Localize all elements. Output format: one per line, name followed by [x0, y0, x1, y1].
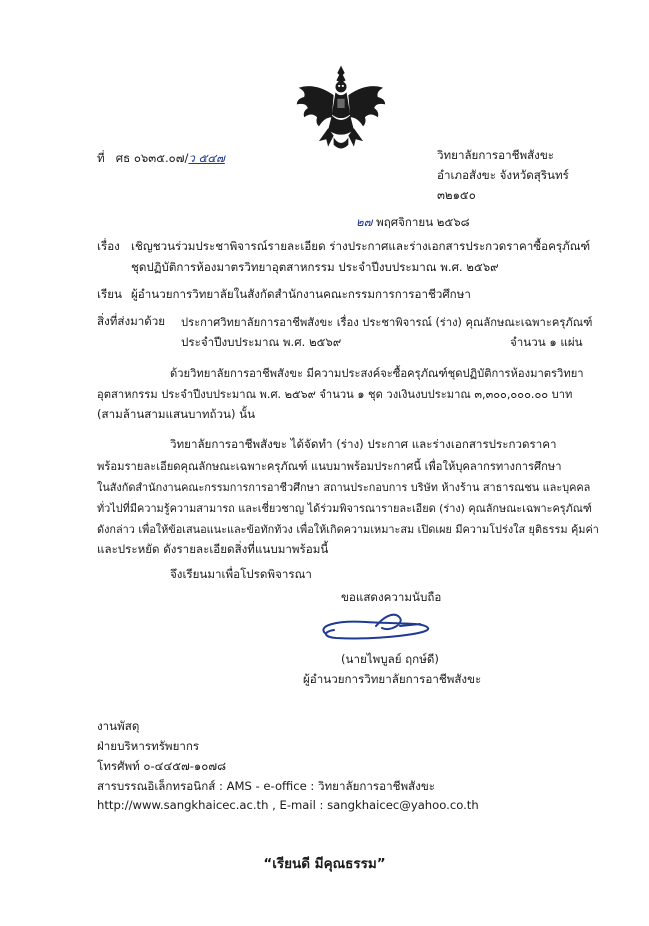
paragraph-2-line-6: และประหยัด ดังรายละเอียดสิ่งที่แนบมาพร้อมนี้ [97, 542, 329, 556]
contact-e-office: สารบรรณอิเล็กทรอนิกส์ : AMS - e-office : วิทยาลัยการอาชีพสังขะ [97, 779, 436, 793]
enclosure-quantity: จำนวน ๑ แผ่น [510, 335, 583, 349]
sender-address-line-1: วิทยาลัยการอาชีพสังขะ [437, 148, 554, 162]
signature-salutation: ขอแสดงความนับถือ [341, 590, 442, 604]
contact-phone: โทรศัพท์ ๐-๔๔๕๗-๑๐๗๘ [97, 759, 227, 773]
doc-number-label: ที่ [97, 151, 105, 165]
date-day-handwritten: ๒๗ [356, 215, 373, 229]
contact-web-email: http://www.sangkhaicec.ac.th , E-mail : sangkhaicec@yahoo.co.th [97, 798, 479, 812]
paragraph-1-line-2: อุตสาหกรรม ประจำปีงบประมาณ พ.ศ. ๒๕๖๙ จำนวน ๑ ชุด วงเงินงบประมาณ ๓,๓๐๐,๐๐๐.๐๐ บาท [97, 388, 573, 401]
sender-address-postcode: ๓๒๑๕๐ [437, 188, 476, 202]
date-month-year: พฤศจิกายน ๒๕๖๘ [376, 215, 470, 229]
signature-name: (นายไพบูลย์ ฤกษ์ดี) [341, 652, 439, 666]
paragraph-2-line-5: ดังกล่าว เพื่อให้ข้อเสนอแนะและข้อทักท้วง เพื่อให้เกิดความเหมาะสม เปิดเผย มีความโปร่งใส ยุติธรรม คุ้มค่า [97, 523, 599, 536]
garuda-emblem-icon [295, 62, 387, 154]
doc-number-prefix: ศธ ๐๖๓๕.๐๗/ [115, 151, 189, 165]
contact-department: งานพัสดุ [97, 719, 140, 733]
sender-address-line-2: อำเภอสังขะ จังหวัดสุรินทร์ [437, 168, 569, 182]
paragraph-2-line-3: ในสังกัดสำนักงานคณะกรรมการการอาชีวศึกษา สถานประกอบการ บริษัท ห้างร้าน สาธารณชน และบุคคล [97, 481, 591, 494]
paragraph-2-line-4: ทั่วไปที่มีความรู้ความสามารถ และเชี่ยวชาญ ได้ร่วมพิจารณารายละเอียด (ร่าง) คุณลักษณะเฉพาะครุภัณฑ์ [97, 502, 592, 515]
enclosure-line-2: ประจำปีงบประมาณ พ.ศ. ๒๕๖๙ [181, 335, 342, 349]
signature [316, 606, 434, 646]
recipient-label: เรียน [97, 287, 122, 301]
paragraph-2-line-2: พร้อมรายละเอียดคุณลักษณะเฉพาะครุภัณฑ์ แนบมาพร้อมประกาศนี้ เพื่อให้บุคลากรทางการศึกษา [97, 460, 562, 473]
paragraph-1-line-3: (สามล้านสามแสนบาทถ้วน) นั้น [97, 407, 256, 421]
recipient-text: ผู้อำนวยการวิทยาลัยในสังกัดสำนักงานคณะกรรมการการอาชีวศึกษา [131, 287, 471, 301]
document-date [356, 214, 470, 232]
signature-position: ผู้อำนวยการวิทยาลัยการอาชีพสังขะ [303, 672, 482, 686]
enclosure-line-1: ประกาศวิทยาลัยการอาชีพสังขะ เรื่อง ประชาพิจารณ์ (ร่าง) คุณลักษณะเฉพาะครุภัณฑ์ [181, 316, 593, 329]
paragraph-1-line-1: ด้วยวิทยาลัยการอาชีพสังขะ มีความประสงค์จะซื้อครุภัณฑ์ชุดปฏิบัติการห้องมาตรวิทยา [170, 367, 584, 380]
enclosure-label: สิ่งที่ส่งมาด้วย [97, 314, 166, 328]
contact-division: ฝ่ายบริหารทรัพยากร [97, 739, 200, 753]
school-motto: “เรียนดี มีคุณธรรม” [263, 856, 386, 872]
subject-line-2: ชุดปฏิบัติการห้องมาตรวิทยาอุตสาหกรรม ประจำปีงบประมาณ พ.ศ. ๒๕๖๙ [131, 260, 499, 274]
paragraph-2-line-1: วิทยาลัยการอาชีพสังขะ ได้จัดทำ (ร่าง) ประกาศ และร่างเอกสารประกวดราคา [170, 437, 557, 451]
subject-line-1: เชิญชวนร่วมประชาพิจารณ์รายละเอียด ร่างประกาศและร่างเอกสารประกวดราคาซื้อครุภัณฑ์ [131, 239, 591, 253]
closing-line: จึงเรียนมาเพื่อโปรดพิจารณา [170, 567, 312, 581]
document-number [97, 150, 225, 168]
subject-label: เรื่อง [97, 239, 120, 253]
doc-number-handwritten: ว ๕๔๗ [188, 151, 225, 165]
